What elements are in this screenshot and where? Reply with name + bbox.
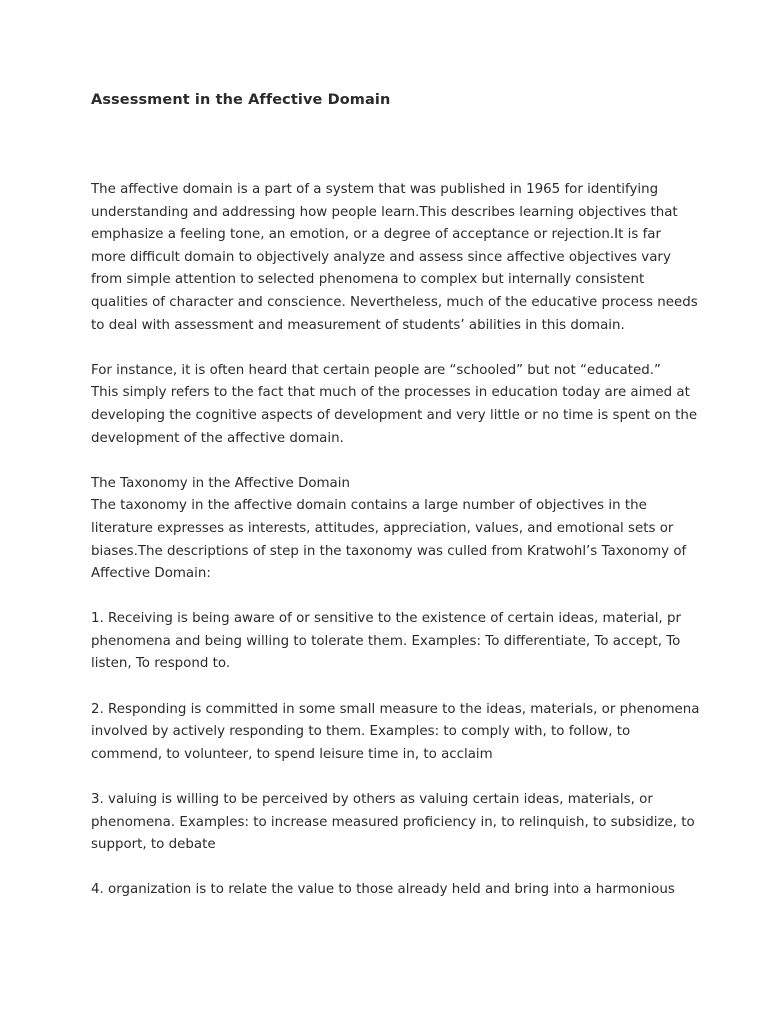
paragraph-taxonomy (91, 473, 691, 586)
paragraph-item-3 (91, 789, 695, 857)
paragraph-intro (91, 179, 698, 337)
text-line: For instance, it is often heard that certain people are “schooled” but not “educated.” (91, 362, 661, 378)
paragraph-item-2 (91, 699, 700, 767)
text-line: qualities of character and conscience. Nevertheless, much of the educative process needs (91, 294, 698, 310)
text-line: support, to debate (91, 837, 216, 853)
paragraph-gap (91, 586, 691, 609)
paragraph-item-4 (91, 879, 691, 902)
paragraph-gap (91, 766, 691, 789)
text-line: 2. Responding is committed in some small measure to the ideas, materials, or phenomena (91, 701, 700, 717)
document-title: Assessment in the Affective Domain (91, 92, 391, 108)
text-line: developing the cognitive aspects of development and very little or no time is spent on the (91, 407, 698, 423)
text-line: The affective domain is a part of a system that was published in 1965 for identifying (91, 182, 659, 197)
paragraph-gap (91, 337, 691, 360)
paragraph-instance (91, 360, 698, 450)
text-line: more difficult domain to objectively analyze and assess since affective objectives vary (91, 249, 671, 265)
paragraph-gap (91, 676, 691, 699)
text-line: literature expresses as interests, attitudes, appreciation, values, and emotional sets or (91, 520, 674, 536)
text-line: understanding and addressing how people learn.This describes learning objectives that (91, 204, 678, 220)
text-line: involved by actively responding to them. Examples: to comply with, to follow, to (91, 724, 631, 740)
text-line: 1. Receiving is being aware of or sensitive to the existence of certain ideas, material, pr (91, 611, 681, 627)
text-line: Affective Domain: (91, 566, 211, 582)
text-line: commend, to volunteer, to spend leisure time in, to acclaim (91, 746, 493, 762)
text-line: 3. valuing is willing to be perceived by others as valuing certain ideas, materials, or (91, 792, 653, 808)
text-line: The Taxonomy in the Affective Domain (91, 475, 350, 491)
text-line: biases.The descriptions of step in the taxonomy was culled from Kratwohl’s Taxonomy of (91, 543, 687, 559)
paragraph-item-1 (91, 608, 691, 676)
text-line: The taxonomy in the affective domain contains a large number of objectives in the (91, 498, 647, 514)
text-line: listen, To respond to. (91, 656, 231, 672)
paragraph-gap (91, 857, 691, 880)
text-line: from simple attention to selected phenomena to complex but internally consistent (91, 272, 645, 288)
text-line: 4. organization is to relate the value to those already held and bring into a harmonious (91, 882, 675, 898)
text-line: development of the affective domain. (91, 430, 344, 446)
paragraph-gap (91, 450, 691, 473)
text-line: This simply refers to the fact that much of the processes in education today are aimed at (91, 385, 690, 401)
text-line: emphasize a feeling tone, an emotion, or a degree of acceptance or rejection.It is far (91, 227, 661, 243)
document-body (91, 179, 700, 902)
text-line: to deal with assessment and measurement of students’ abilities in this domain. (91, 317, 625, 333)
text-line: phenomena and being willing to tolerate them. Examples: To differentiate, To accept, To (91, 633, 681, 649)
text-line: phenomena. Examples: to increase measured proficiency in, to relinquish, to subsidize, to (91, 814, 695, 830)
